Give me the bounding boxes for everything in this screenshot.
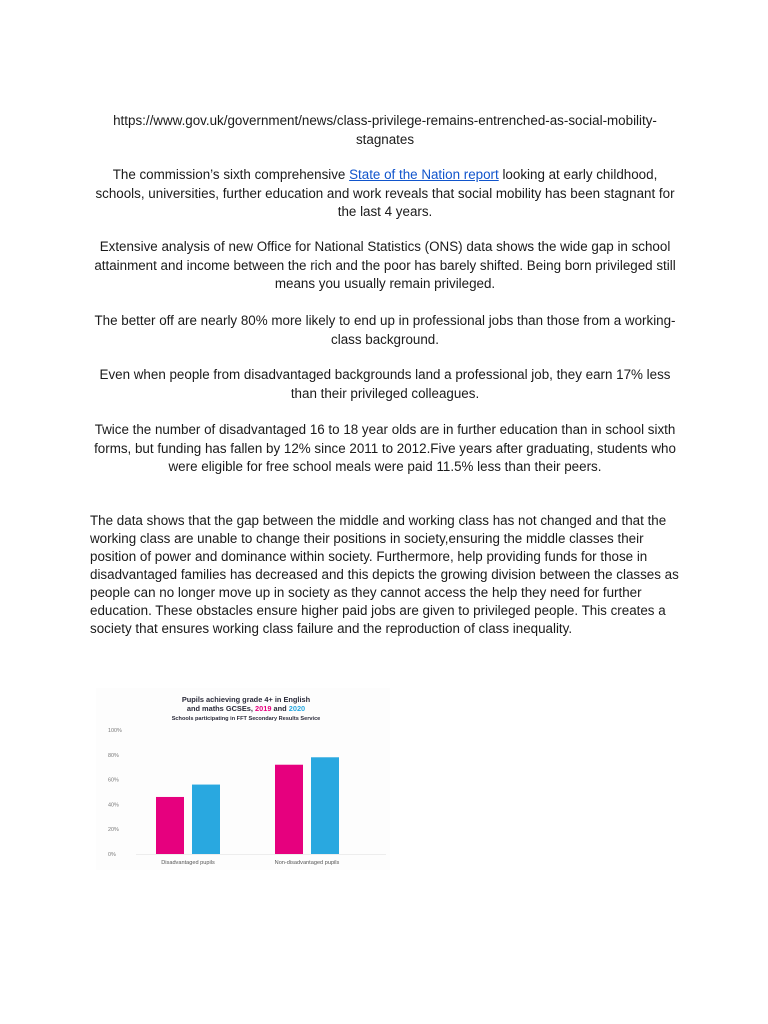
legend-2019: 2019 [255,704,272,713]
y-tick-label: 60% [108,777,119,784]
analysis-paragraph: The data shows that the gap between the middle and working class has not changed and that the working class are unable to change their positions in society,ensuring the middle classes their position of power and dominance within society. Furthermore, help providing funds for those in disadvantaged families has decreased and this depicts the growing division between the classes as people can no longer move up in society as they cannot access the help they need for further education. These obstacles ensure higher paid jobs are given to privileged people. This creates a society that ensures working class failure and the reproduction of class inequality. [90,513,679,636]
legend-2020: 2020 [288,704,306,713]
chart-title-line-1: Pupils achieving grade 4+ in English [181,695,311,704]
gcse-bar-chart [96,688,390,870]
chart-svg [96,688,390,870]
paragraph-text: The commission’s sixth comprehensive [112,167,350,182]
category-label: Non-disadvantaged pupils [274,860,340,866]
chart-subtitle: Schools participating in FFT Secondary Results Service [171,716,321,722]
paragraph-better-off: The better off are nearly 80% more likely to end up in professional jobs than those from a working-class background. [94,313,676,347]
paragraph-ons-analysis: Extensive analysis of new Office for National Statistics (ONS) data shows the wide gap in school attainment and income between the rich and the poor has barely shifted. Being born privileged still means you usually remain privileged. [94,239,676,291]
bar-2020-non-disadvantaged [311,757,339,854]
source-url-line-1: https://www.gov.uk/government/news/class-privilege-remains-entrenched-as-social-mobility- [113,113,657,128]
chart-title-and: and [271,704,289,713]
y-tick-label: 100% [108,728,122,734]
source-url [90,112,680,149]
paragraph-further-education: Twice the number of disadvantaged 16 to 18 year olds are in further education than in school sixth forms, but funding has fallen by 12% since 2011 to 2012.Five years after graduating, students who were eligible for free school meals were paid 11.5% less than their peers. [94,422,676,474]
bar-2019-disadvantaged [156,797,184,854]
category-label: Disadvantaged pupils [161,860,215,866]
source-url-line-2: stagnates [355,131,415,147]
paragraph-text: looking at early childhood, schools, universities, further education and work reveals that social mobility has been stagnant for the last 4 years. [95,167,675,219]
chart-title-prefix: and maths GCSEs, [186,704,256,713]
chart-title-line-2 [187,704,305,713]
y-tick-label: 0% [108,852,116,858]
bar-2019-non-disadvantaged [275,765,303,854]
y-tick-label: 20% [108,827,119,834]
state-of-the-nation-report-link[interactable]: State of the Nation report [349,167,499,182]
paragraph-professional-pay: Even when people from disadvantaged backgrounds land a professional job, they earn 17% less than their privileged colleagues. [99,367,671,401]
y-tick-label: 40% [108,802,119,809]
paragraph-state-of-nation [90,166,680,222]
y-tick-label: 80% [108,752,119,759]
bar-2020-disadvantaged [192,785,220,854]
